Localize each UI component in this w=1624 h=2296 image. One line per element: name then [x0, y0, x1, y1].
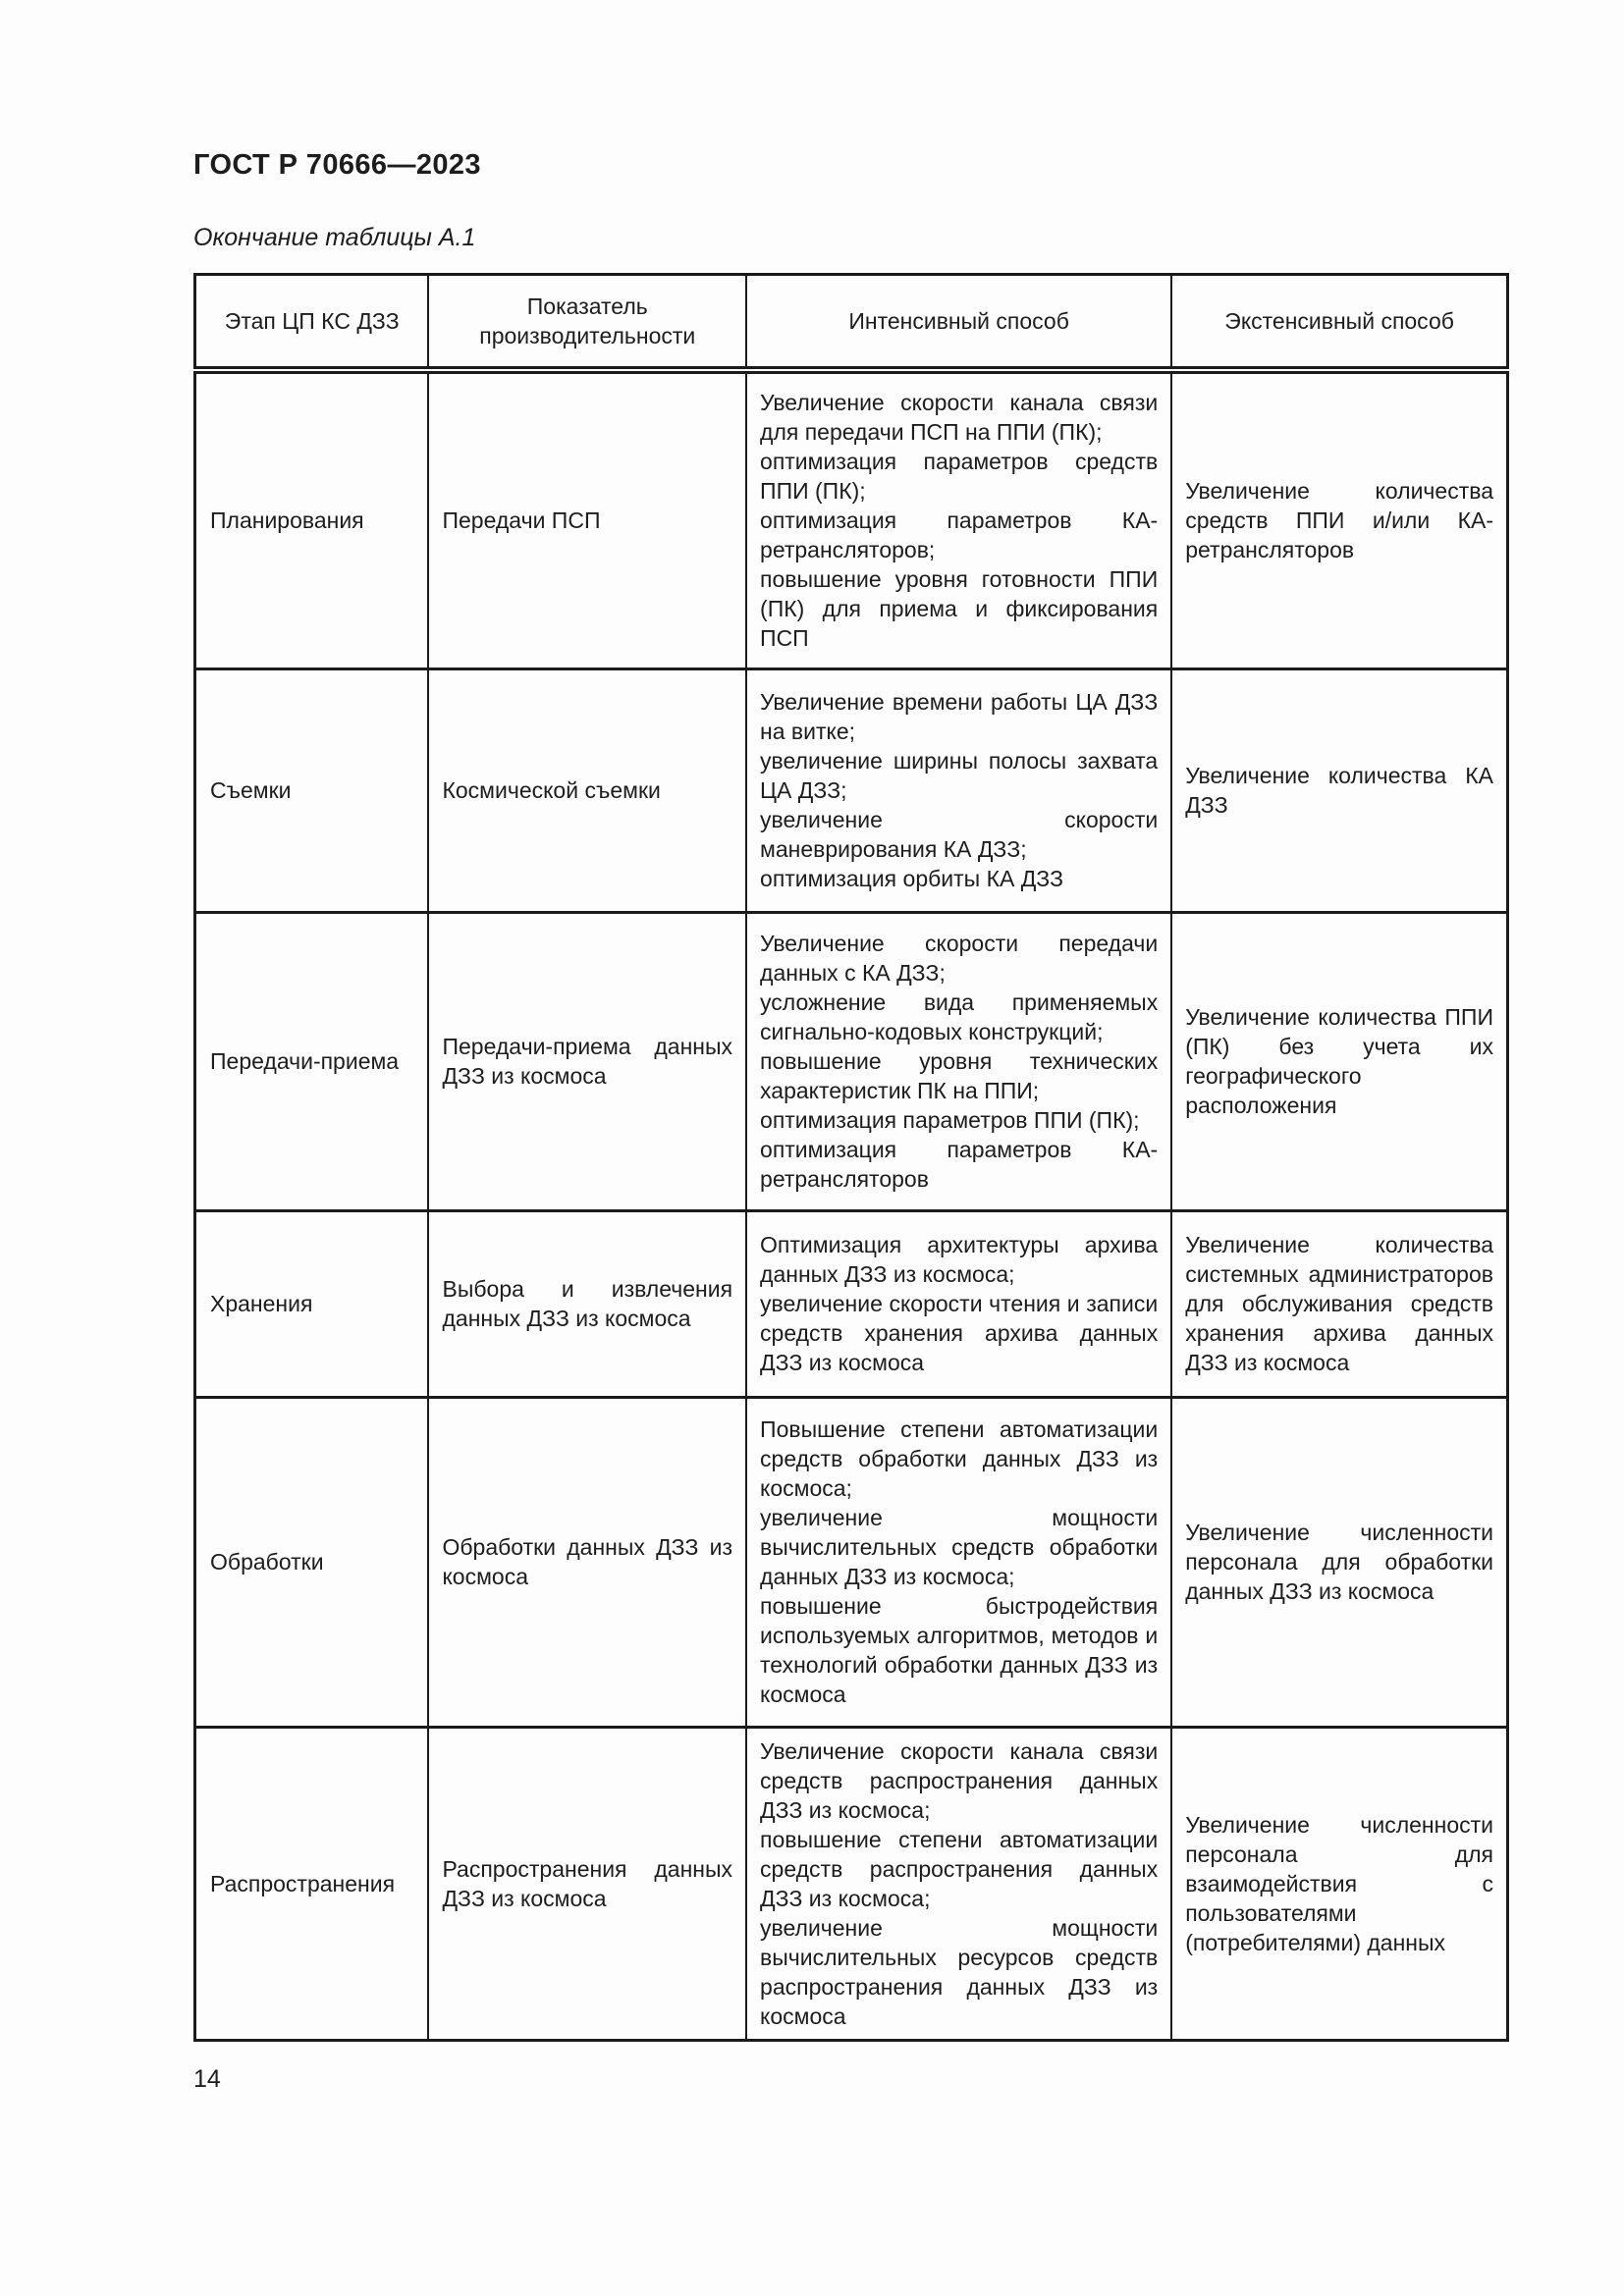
cell-indicator: [428, 370, 746, 668]
clause: Увеличение скорости канала связи средств распространения данных ДЗЗ из космоса;: [760, 1737, 1159, 1823]
clause: оптимизация параметров ППИ (ПК);: [760, 1107, 1140, 1133]
table-a1: [193, 273, 1509, 2042]
cell-extensive: [1171, 370, 1507, 668]
clause: оптимизация параметров средств ППИ (ПК);: [760, 449, 1159, 505]
cell-stage: Съемки: [195, 668, 429, 912]
row-imaging: [195, 668, 1508, 912]
cell-stage: Распространения: [195, 1727, 429, 2040]
cell-stage: Хранения: [195, 1210, 429, 1397]
clause: Увеличение скорости передачи данных с КА ДЗЗ;: [760, 931, 1159, 986]
clause: Увеличение количества ППИ (ПК) без учета их географического расположения: [1185, 1004, 1493, 1118]
clause: Увеличение количества системных администраторов для обслуживания средств хранения архива данных ДЗЗ из космоса: [1185, 1232, 1493, 1375]
clause: Распространения данных ДЗЗ из космоса: [442, 1855, 733, 1911]
cell-indicator: [428, 668, 746, 912]
row-planning: [195, 370, 1508, 668]
clause: увеличение скорости чтения и записи средств хранения архива данных ДЗЗ из космоса: [760, 1291, 1159, 1375]
cell-extensive: [1171, 912, 1507, 1210]
clause: Увеличение времени работы ЦА ДЗЗ на витке;: [760, 689, 1159, 744]
col-header-extensive: Экстенсивный способ: [1171, 275, 1507, 371]
row-processing: [195, 1397, 1508, 1727]
clause: усложнение вида применяемых сигнально-кодовых конструкций;: [760, 989, 1159, 1044]
clause: Увеличение численности персонала для обработки данных ДЗЗ из космоса: [1185, 1520, 1493, 1604]
clause: Увеличение скорости канала связи для передачи ПСП на ППИ (ПК);: [760, 390, 1159, 446]
document-header: ГОСТ Р 70666—2023: [193, 149, 481, 181]
cell-extensive: [1171, 668, 1507, 912]
clause: Космической съемки: [442, 777, 661, 803]
clause: повышение быстродействия используемых алгоритмов, методов и технологий обработки данных ДЗЗ из космоса: [760, 1593, 1159, 1707]
cell-stage: Передачи-приема: [195, 912, 429, 1210]
page-number: 14: [193, 2065, 221, 2093]
clause: повышение уровня технических характеристик ПК на ППИ;: [760, 1048, 1159, 1103]
cell-extensive: [1171, 1727, 1507, 2040]
cell-extensive: [1171, 1210, 1507, 1397]
cell-intensive: [746, 1727, 1171, 2040]
table-header-row: [195, 275, 1508, 371]
cell-indicator: [428, 912, 746, 1210]
clause: увеличение мощности вычислительных ресурсов средств распространения данных ДЗЗ из космоса: [760, 1914, 1159, 2029]
cell-intensive: [746, 912, 1171, 1210]
clause: увеличение скорости маневрирования КА ДЗЗ;: [760, 807, 1159, 862]
clause: повышение уровня готовности ППИ (ПК) для приема и фиксирования ПСП: [760, 566, 1159, 652]
table-caption: Окончание таблицы А.1: [193, 224, 476, 251]
cell-stage: Обработки: [195, 1397, 429, 1727]
cell-intensive: [746, 1210, 1171, 1397]
cell-intensive: [746, 668, 1171, 912]
clause: увеличение ширины полосы захвата ЦА ДЗЗ;: [760, 748, 1159, 803]
clause: Выбора и извлечения данных ДЗЗ из космоса: [442, 1276, 733, 1331]
clause: оптимизация параметров КА-ретрансляторов: [760, 1137, 1159, 1192]
row-transmit-receive: [195, 912, 1508, 1210]
cell-extensive: [1171, 1397, 1507, 1727]
clause: Передачи ПСП: [442, 507, 601, 534]
cell-intensive: [746, 370, 1171, 668]
clause: Обработки данных ДЗЗ из космоса: [442, 1534, 733, 1589]
col-header-stage: Этап ЦП КС ДЗЗ: [195, 275, 429, 371]
clause: оптимизация параметров КА-ретрансляторов;: [760, 507, 1159, 563]
cell-indicator: [428, 1210, 746, 1397]
clause: Увеличение количества КА ДЗЗ: [1185, 763, 1493, 818]
row-distribution: [195, 1727, 1508, 2040]
clause: повышение степени автоматизации средств распространения данных ДЗЗ из космоса;: [760, 1826, 1159, 1911]
clause: Увеличение количества средств ППИ и/или КА-ретрансляторов: [1185, 478, 1493, 563]
clause: Передачи-приема данных ДЗЗ из космоса: [442, 1034, 733, 1089]
col-header-indicator: Показатель производительности: [428, 275, 746, 371]
clause: Увеличение численности персонала для взаимодействия с пользователями (потребителями) данных: [1185, 1811, 1493, 1955]
row-storage: [195, 1210, 1508, 1397]
clause: увеличение мощности вычислительных средств обработки данных ДЗЗ из космоса;: [760, 1505, 1159, 1589]
clause: Оптимизация архитектуры архива данных ДЗЗ из космоса;: [760, 1232, 1159, 1287]
cell-stage: Планирования: [195, 370, 429, 668]
col-header-intensive: Интенсивный способ: [746, 275, 1171, 371]
clause: Повышение степени автоматизации средств обработки данных ДЗЗ из космоса;: [760, 1416, 1159, 1501]
clause: оптимизация орбиты КА ДЗЗ: [760, 866, 1064, 891]
cell-indicator: [428, 1727, 746, 2040]
cell-indicator: [428, 1397, 746, 1727]
cell-intensive: [746, 1397, 1171, 1727]
